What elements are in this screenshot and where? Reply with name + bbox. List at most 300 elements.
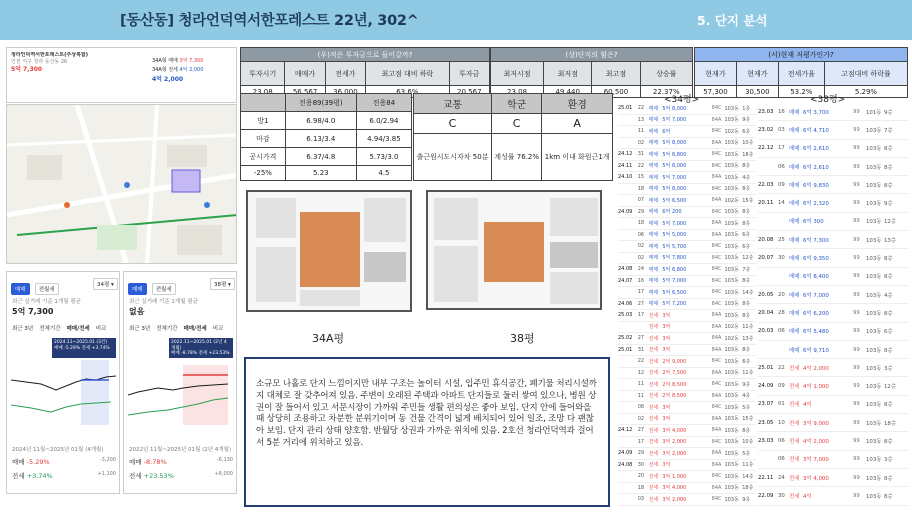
deal-area: 99 bbox=[853, 474, 860, 481]
subtab-sale-rent[interactable]: 매매/전세 bbox=[66, 326, 90, 332]
deal-dong: 103동 bbox=[724, 105, 739, 112]
deal-price: 3억 2,000 bbox=[662, 450, 687, 457]
deal-floor: 8층 bbox=[742, 220, 751, 227]
chart-meta: 최근 실거래 기준 1개월 평균 bbox=[12, 299, 81, 305]
deal-row bbox=[618, 448, 756, 460]
deal-row bbox=[618, 483, 756, 495]
deal-floor: 8층 bbox=[884, 438, 893, 445]
deal-price: 5억 6,800 bbox=[662, 266, 687, 273]
deal-row bbox=[618, 356, 756, 368]
deal-price: 5억 8,000 bbox=[662, 163, 687, 170]
deal-dong: 101동 bbox=[866, 109, 882, 116]
price-line-chart bbox=[128, 360, 234, 430]
deal-floor: 8층 bbox=[884, 347, 893, 354]
deal-row bbox=[618, 276, 756, 288]
deal-date: 20.11 bbox=[758, 200, 774, 207]
deal-floor: 8층 bbox=[884, 182, 893, 189]
deal-type: 전세 bbox=[648, 393, 659, 400]
deal-type: 매매 bbox=[789, 146, 800, 153]
deal-type: 매매 bbox=[648, 266, 659, 273]
deal-floor: 7층 bbox=[884, 127, 893, 134]
deal-area: 99 bbox=[853, 200, 860, 207]
stat-sale: 매매 -5.29% -3,200 bbox=[12, 457, 116, 466]
deal-row bbox=[618, 471, 756, 483]
sales-header: (상)단지의 힘은? bbox=[491, 48, 693, 62]
deal-area: 84C bbox=[711, 185, 722, 192]
deal-dong: 103동 bbox=[724, 117, 739, 124]
deal-type: 전세 bbox=[789, 493, 800, 500]
deal-list-header: <38평> bbox=[810, 95, 846, 105]
deal-day: 27 bbox=[637, 335, 645, 342]
deal-floor: 8층 bbox=[884, 402, 893, 409]
deal-row bbox=[758, 359, 908, 377]
deal-type: 전세 bbox=[648, 335, 659, 342]
deal-area: 84A bbox=[711, 174, 722, 181]
deal-day: 16 bbox=[778, 108, 785, 115]
deal-floor: 4층 bbox=[742, 393, 751, 400]
deal-floor: 18층 bbox=[884, 420, 897, 427]
deal-area: 84A bbox=[711, 415, 722, 422]
tab-sale[interactable]: 매매 bbox=[128, 283, 147, 295]
deal-floor: 5층 bbox=[742, 450, 751, 457]
deal-price: 5억 7,000 bbox=[662, 278, 687, 285]
deal-price: 3억 bbox=[662, 335, 671, 342]
floorplan-34 bbox=[246, 190, 412, 312]
deal-date: 23.02 bbox=[758, 126, 774, 133]
floorplan-38-label: 38평 bbox=[510, 332, 535, 345]
deal-dong: 103동 bbox=[866, 164, 882, 171]
deal-price: 3억 7,000 bbox=[803, 457, 829, 464]
deal-type: 매매 bbox=[648, 301, 659, 308]
deal-price: 5억 5,000 bbox=[662, 232, 687, 239]
deal-date: 22.11 bbox=[758, 474, 774, 481]
deal-day: 24 bbox=[778, 474, 785, 481]
subtab-all[interactable]: 전체기간 bbox=[39, 326, 61, 332]
deal-day: 24 bbox=[637, 266, 645, 273]
deal-dong: 103동 bbox=[866, 420, 882, 427]
deal-price: 3억 4,000 bbox=[662, 427, 687, 434]
deal-floor: 7층 bbox=[742, 266, 751, 273]
subtab-3y[interactable]: 최근 3년 bbox=[129, 326, 151, 332]
deal-price: 5억 6,500 bbox=[662, 197, 687, 204]
deal-day: 08 bbox=[637, 404, 645, 411]
deal-row bbox=[618, 299, 756, 311]
deal-day: 09 bbox=[778, 181, 785, 188]
deal-type: 매매 bbox=[789, 274, 800, 281]
deal-dong: 103동 bbox=[866, 219, 882, 226]
deal-price: 3억 2,000 bbox=[662, 496, 687, 503]
deal-type: 매매 bbox=[648, 289, 659, 296]
map-canvas bbox=[7, 105, 237, 264]
sales-table: (상)단지의 힘은? 최저시점 최저점 최고점 상승률 23.08 49,440 60,500 22.37% bbox=[490, 47, 693, 98]
deal-row bbox=[758, 249, 908, 267]
price-chart-card-34[interactable] bbox=[6, 271, 120, 494]
deal-floor: 4층 bbox=[884, 292, 893, 299]
deal-dong: 103동 bbox=[724, 163, 739, 170]
deal-row bbox=[758, 194, 908, 212]
deal-date: 24.06 bbox=[618, 300, 633, 307]
subtab-sale-rent[interactable]: 매매/전세 bbox=[183, 326, 207, 332]
deal-day: 16 bbox=[637, 277, 645, 284]
subtab-3y[interactable]: 최근 3년 bbox=[12, 326, 34, 332]
deal-row bbox=[758, 268, 908, 286]
size-dropdown[interactable]: 38평 ▾ bbox=[210, 278, 235, 290]
listing-card[interactable] bbox=[6, 47, 237, 103]
deal-dong: 103동 bbox=[724, 140, 739, 147]
deal-date: 24.08 bbox=[618, 266, 633, 273]
deal-row bbox=[758, 451, 908, 469]
deal-dong: 102동 bbox=[724, 324, 739, 331]
deal-price: 6억 2,610 bbox=[803, 164, 829, 171]
deal-floor: 14층 bbox=[742, 473, 754, 480]
deal-floor: 8층 bbox=[884, 146, 893, 153]
deal-floor: 11층 bbox=[742, 462, 754, 469]
deal-date: 23.05 bbox=[758, 419, 774, 426]
size-dropdown[interactable]: 34평 ▾ bbox=[93, 278, 118, 290]
deal-row bbox=[618, 425, 756, 437]
deal-row bbox=[618, 253, 756, 265]
deal-type: 매매 bbox=[648, 243, 659, 250]
deal-price: 3억 bbox=[662, 312, 671, 319]
tab-rent[interactable]: 전월세 bbox=[35, 283, 59, 295]
deal-day: 18 bbox=[637, 484, 645, 491]
deal-date: 20.05 bbox=[758, 291, 774, 298]
subtab-all[interactable]: 전체기간 bbox=[156, 326, 178, 332]
deal-floor: 4층 bbox=[742, 174, 751, 181]
deal-date: 25.03 bbox=[618, 312, 633, 319]
deal-price: 6억 7,300 bbox=[803, 237, 829, 244]
deal-date: 24.09 bbox=[618, 450, 633, 457]
deal-day: 28 bbox=[778, 309, 785, 316]
deal-row bbox=[618, 207, 756, 219]
deal-floor: 6층 bbox=[742, 128, 751, 135]
deal-day: 31 bbox=[637, 346, 645, 353]
deal-floor: 8층 bbox=[742, 278, 751, 285]
deal-type: 매매 bbox=[789, 256, 800, 263]
subtabs bbox=[12, 324, 106, 332]
deal-row bbox=[618, 379, 756, 391]
deal-dong: 102동 bbox=[724, 335, 739, 342]
deal-dong: 103동 bbox=[724, 347, 739, 354]
deal-row bbox=[618, 115, 756, 127]
deal-area: 84C bbox=[711, 300, 722, 307]
price-line-chart bbox=[11, 360, 117, 430]
deal-type: 매매 bbox=[789, 127, 800, 134]
deal-day: 09 bbox=[778, 383, 785, 390]
deal-dong: 103동 bbox=[724, 151, 739, 158]
deal-area: 84C bbox=[711, 243, 722, 250]
deal-price: 3억 bbox=[662, 404, 671, 411]
deal-floor: 8층 bbox=[884, 256, 893, 263]
deal-area: 84A bbox=[711, 220, 722, 227]
deal-type: 전세 bbox=[789, 384, 800, 391]
criteria-table: 교통 학군 환경 C C A 출근원시도시자차 50분 계성률 76.2% 1km 이내 화원근1개 bbox=[413, 93, 613, 181]
deal-day: 10 bbox=[778, 419, 785, 426]
rent-table: (서)현재 저평가인가? 현재가 현재가 전세가율 고점대비 하락률 57,300 30,500 53.2% 5.29% bbox=[694, 47, 908, 98]
stat-rent: 전세 +23.53% +8,000 bbox=[129, 471, 233, 480]
deal-area: 84A bbox=[711, 312, 722, 319]
deal-price: 2억 8,500 bbox=[662, 381, 687, 388]
deal-day: 02 bbox=[637, 243, 645, 250]
deal-floor: 8층 bbox=[884, 164, 893, 171]
deal-type: 매매 bbox=[789, 164, 800, 171]
description-text: 소규모 나홀로 단지 느낌이지만 내부 구조는 놀이터 시설, 입주민 휴식공간, 폐기물 처리시설까지 대체로 잘 갖추어져 있음. 주변이 오래된 주택과 아파트 단지들로 둘러 쌓여 있으나, 병원 상권이 잘 들어서 있고 서문시장이 가까워 주민들 생활 편의성은 좋아 보임. 단지 안에 들어와을 때 상당히 조용하고 차분한 분위기이며 동 건물 간격이 넓게 배치되어 있어 일조, 조망 다 괜찮아 보임. 단지 관리 상태 양호함. 반월당 상권과 가까운 위치에 있음. 2호선 청라언덕역과 걸어서 5분 거리에 위치하고 있음. bbox=[256, 379, 597, 448]
floorplan-34-label: 34A평 bbox=[312, 332, 345, 345]
deal-type: 전세 bbox=[648, 312, 659, 319]
deal-area: 84A bbox=[711, 427, 722, 434]
deal-row bbox=[758, 103, 908, 121]
deal-area: 99 bbox=[853, 126, 860, 133]
deal-floor: 8층 bbox=[742, 163, 751, 170]
subtab-compare[interactable]: 비교 bbox=[95, 326, 107, 332]
deal-date: 24.07 bbox=[618, 277, 633, 284]
deal-date: 24.12 bbox=[618, 151, 633, 158]
deal-dong: 103동 bbox=[724, 416, 739, 423]
deal-floor: 13층 bbox=[742, 335, 754, 342]
deal-dong: 103동 bbox=[866, 201, 882, 208]
deal-area: 84A bbox=[711, 139, 722, 146]
deal-floor: 1층 bbox=[742, 105, 751, 112]
rent-header: (서)현재 저평가인가? bbox=[695, 48, 908, 62]
deal-dong: 103동 bbox=[724, 278, 739, 285]
deal-date: 24.09 bbox=[618, 208, 633, 215]
deal-area: 84A bbox=[711, 392, 722, 399]
deal-dong: 103동 bbox=[724, 232, 739, 239]
deal-dong: 103동 bbox=[866, 365, 882, 372]
deal-row bbox=[618, 391, 756, 403]
deal-date: 20.08 bbox=[758, 236, 774, 243]
deal-area: 84A bbox=[711, 335, 722, 342]
deal-floor: 3층 bbox=[884, 457, 893, 464]
deal-floor: 9층 bbox=[742, 496, 751, 503]
deal-area: 84A bbox=[711, 116, 722, 123]
deal-row bbox=[618, 437, 756, 449]
deal-type: 매매 bbox=[648, 255, 659, 262]
deal-price: 6억 9,350 bbox=[803, 256, 829, 263]
deal-price: 4억 bbox=[803, 493, 812, 500]
deal-row bbox=[618, 161, 756, 173]
deal-price: 5억 8,000 bbox=[662, 186, 687, 193]
deal-dong: 102동 bbox=[724, 197, 739, 204]
section-title: 5. 단지 분석 bbox=[697, 13, 768, 28]
tab-rent[interactable]: 전월세 bbox=[152, 283, 176, 295]
deal-row bbox=[618, 172, 756, 184]
deal-price: 5억 7,000 bbox=[662, 117, 687, 124]
chart-tooltip: 2024.11~2025.01 (3건) 매매 -5.29% 전세 +3.74% bbox=[52, 338, 116, 358]
deal-floor: 9층 bbox=[742, 117, 751, 124]
deal-area: 99 bbox=[853, 419, 860, 426]
deal-price: 5억 8,000 bbox=[662, 105, 687, 112]
deal-price: 6억 4,710 bbox=[803, 127, 829, 134]
deal-price: 4억 bbox=[803, 402, 812, 409]
deal-row bbox=[618, 195, 756, 207]
chart-footer: 2022년 11월~2025년 01월 (2년 4개월) bbox=[129, 447, 232, 453]
deal-row bbox=[618, 138, 756, 150]
deal-day: 17 bbox=[637, 289, 645, 296]
deal-date: 24.09 bbox=[758, 383, 774, 390]
deal-date: 20.07 bbox=[758, 255, 774, 262]
deal-floor: 8층 bbox=[884, 475, 893, 482]
deal-dong: 103동 bbox=[724, 243, 739, 250]
deal-day: 06 bbox=[637, 231, 645, 238]
deal-area: 84C bbox=[711, 128, 722, 135]
deal-area: 99 bbox=[853, 328, 860, 335]
deal-type: 전세 bbox=[789, 420, 800, 427]
deal-day: 30 bbox=[778, 492, 785, 499]
deal-day: 27 bbox=[637, 427, 645, 434]
deal-row bbox=[618, 241, 756, 253]
deal-price: 6억 8,400 bbox=[803, 274, 829, 281]
deal-row bbox=[758, 432, 908, 450]
deal-dong: 103동 bbox=[866, 237, 882, 244]
deal-day: 22 bbox=[637, 162, 645, 169]
deal-dong: 103동 bbox=[724, 312, 739, 319]
deal-area: 99 bbox=[853, 383, 860, 390]
chart-price: 5억 7,300 bbox=[12, 307, 54, 316]
deal-type: 매매 bbox=[789, 292, 800, 299]
deal-list-34 bbox=[618, 92, 756, 508]
subtabs bbox=[129, 324, 223, 332]
chart-meta: 최근 실거래 기준 1개월 평균 bbox=[129, 299, 198, 305]
deal-floor: 9층 bbox=[884, 109, 893, 116]
deal-area: 99 bbox=[853, 401, 860, 408]
deal-day: 14 bbox=[778, 200, 785, 207]
deal-day: 11 bbox=[637, 392, 645, 399]
stat-rent: 전세 +3.74% +1,100 bbox=[12, 471, 116, 480]
deal-day: 29 bbox=[637, 208, 645, 215]
deal-row bbox=[618, 368, 756, 380]
deal-area: 84A bbox=[711, 484, 722, 491]
deal-day: 31 bbox=[637, 151, 645, 158]
deal-price: 3억 4,000 bbox=[662, 485, 687, 492]
deal-area: 99 bbox=[853, 255, 860, 262]
deal-dong: 103동 bbox=[866, 127, 882, 134]
deal-type: 전세 bbox=[648, 358, 659, 365]
deal-dong: 103동 bbox=[724, 439, 739, 446]
deal-row bbox=[758, 158, 908, 176]
deal-day: 30 bbox=[637, 461, 645, 468]
deal-price: 6억 2,320 bbox=[803, 201, 829, 208]
deal-date: 25.01 bbox=[618, 105, 633, 112]
deal-price: 6억 5,480 bbox=[803, 329, 829, 336]
deal-floor: 15층 bbox=[742, 416, 754, 423]
listing-subtitle: 인천 서구 청라 동산동 26 bbox=[11, 59, 68, 65]
deal-floor: 18층 bbox=[742, 151, 754, 158]
deal-dong: 103동 bbox=[866, 274, 882, 281]
deal-price: 6억 200 bbox=[662, 209, 682, 216]
deal-floor: 8층 bbox=[742, 347, 751, 354]
deal-area: 84C bbox=[711, 473, 722, 480]
deal-day: 18 bbox=[637, 220, 645, 227]
map-view[interactable] bbox=[6, 104, 237, 264]
deal-row bbox=[758, 213, 908, 231]
deal-area: 84A bbox=[711, 450, 722, 457]
deal-type: 매매 bbox=[789, 329, 800, 336]
deal-date: 20.03 bbox=[758, 328, 774, 335]
deal-type: 매매 bbox=[789, 201, 800, 208]
deal-day: 29 bbox=[637, 450, 645, 457]
deal-floor: 10층 bbox=[742, 140, 754, 147]
deal-dong: 103동 bbox=[866, 256, 882, 263]
deal-area: 84C bbox=[711, 151, 722, 158]
deal-row bbox=[758, 487, 908, 505]
deal-type: 매매 bbox=[789, 310, 800, 317]
deal-row bbox=[618, 218, 756, 230]
deal-price: 5억 7,200 bbox=[662, 301, 687, 308]
deal-floor: 9층 bbox=[742, 381, 751, 388]
invest-table: (우)적은 투자금으로 들어갈까? 투자시기 매매가 전세가 최고점 대비 하락 투자금 23.08 56,567 36,000 63.6% 20,567 bbox=[240, 47, 490, 98]
invest-header: (우)적은 투자금으로 들어갈까? bbox=[241, 48, 490, 62]
deal-row bbox=[758, 341, 908, 359]
deal-dong: 103동 bbox=[724, 301, 739, 308]
deal-area: 99 bbox=[853, 456, 860, 463]
deal-row bbox=[758, 469, 908, 487]
deal-area: 84C bbox=[711, 289, 722, 296]
deal-floor: 8층 bbox=[742, 427, 751, 434]
deal-day: 17 bbox=[778, 145, 785, 152]
deal-type: 매매 bbox=[648, 278, 659, 285]
deal-date: 23.03 bbox=[758, 437, 774, 444]
deal-day: 22 bbox=[637, 105, 645, 112]
deal-floor: 12층 bbox=[884, 219, 897, 226]
deal-dong: 103동 bbox=[866, 146, 882, 153]
deal-list-header: <34평> bbox=[664, 95, 700, 105]
deal-dong: 103동 bbox=[866, 475, 882, 482]
deal-price: 4억 2,000 bbox=[803, 438, 829, 445]
deal-date: 25.02 bbox=[618, 335, 633, 342]
deal-type: 매매 bbox=[648, 232, 659, 239]
deal-row bbox=[758, 304, 908, 322]
deal-area: 84A bbox=[711, 461, 722, 468]
deal-list-38 bbox=[758, 92, 908, 508]
deal-price: 4억 2,000 bbox=[803, 365, 829, 372]
deal-row bbox=[618, 402, 756, 414]
deal-dong: 103동 bbox=[724, 427, 739, 434]
deal-row bbox=[758, 323, 908, 341]
deal-price: 5억 6,500 bbox=[662, 289, 687, 296]
deal-day: 17 bbox=[637, 312, 645, 319]
subtab-compare[interactable]: 비교 bbox=[212, 326, 224, 332]
deal-type: 매매 bbox=[648, 117, 659, 124]
deal-area: 99 bbox=[853, 364, 860, 371]
deal-area: 84A bbox=[711, 369, 722, 376]
deal-type: 매매 bbox=[789, 237, 800, 244]
tab-sale[interactable]: 매매 bbox=[11, 283, 30, 295]
deal-row bbox=[618, 322, 756, 334]
deal-area: 99 bbox=[853, 236, 860, 243]
deal-dong: 103동 bbox=[724, 370, 739, 377]
deal-row bbox=[618, 287, 756, 299]
deal-area: 99 bbox=[853, 309, 860, 316]
deal-floor: 18층 bbox=[742, 485, 754, 492]
deal-type: 전세 bbox=[648, 416, 659, 423]
deal-floor: 5층 bbox=[742, 404, 751, 411]
deal-dong: 103동 bbox=[724, 255, 739, 262]
deal-floor: 14층 bbox=[742, 289, 754, 296]
deal-date: 24.12 bbox=[618, 427, 633, 434]
deal-type: 전세 bbox=[789, 365, 800, 372]
deal-type: 전세 bbox=[648, 347, 659, 354]
deal-day: 02 bbox=[637, 254, 645, 261]
price-chart-card-38[interactable] bbox=[123, 271, 237, 494]
deal-dong: 103동 bbox=[724, 485, 739, 492]
deal-row bbox=[758, 286, 908, 304]
deal-area: 99 bbox=[853, 218, 860, 225]
deal-date: 24.11 bbox=[618, 162, 633, 169]
deal-date: 22.12 bbox=[758, 145, 774, 152]
deal-dong: 103동 bbox=[724, 404, 739, 411]
deal-price: 3억 2,000 bbox=[662, 439, 687, 446]
